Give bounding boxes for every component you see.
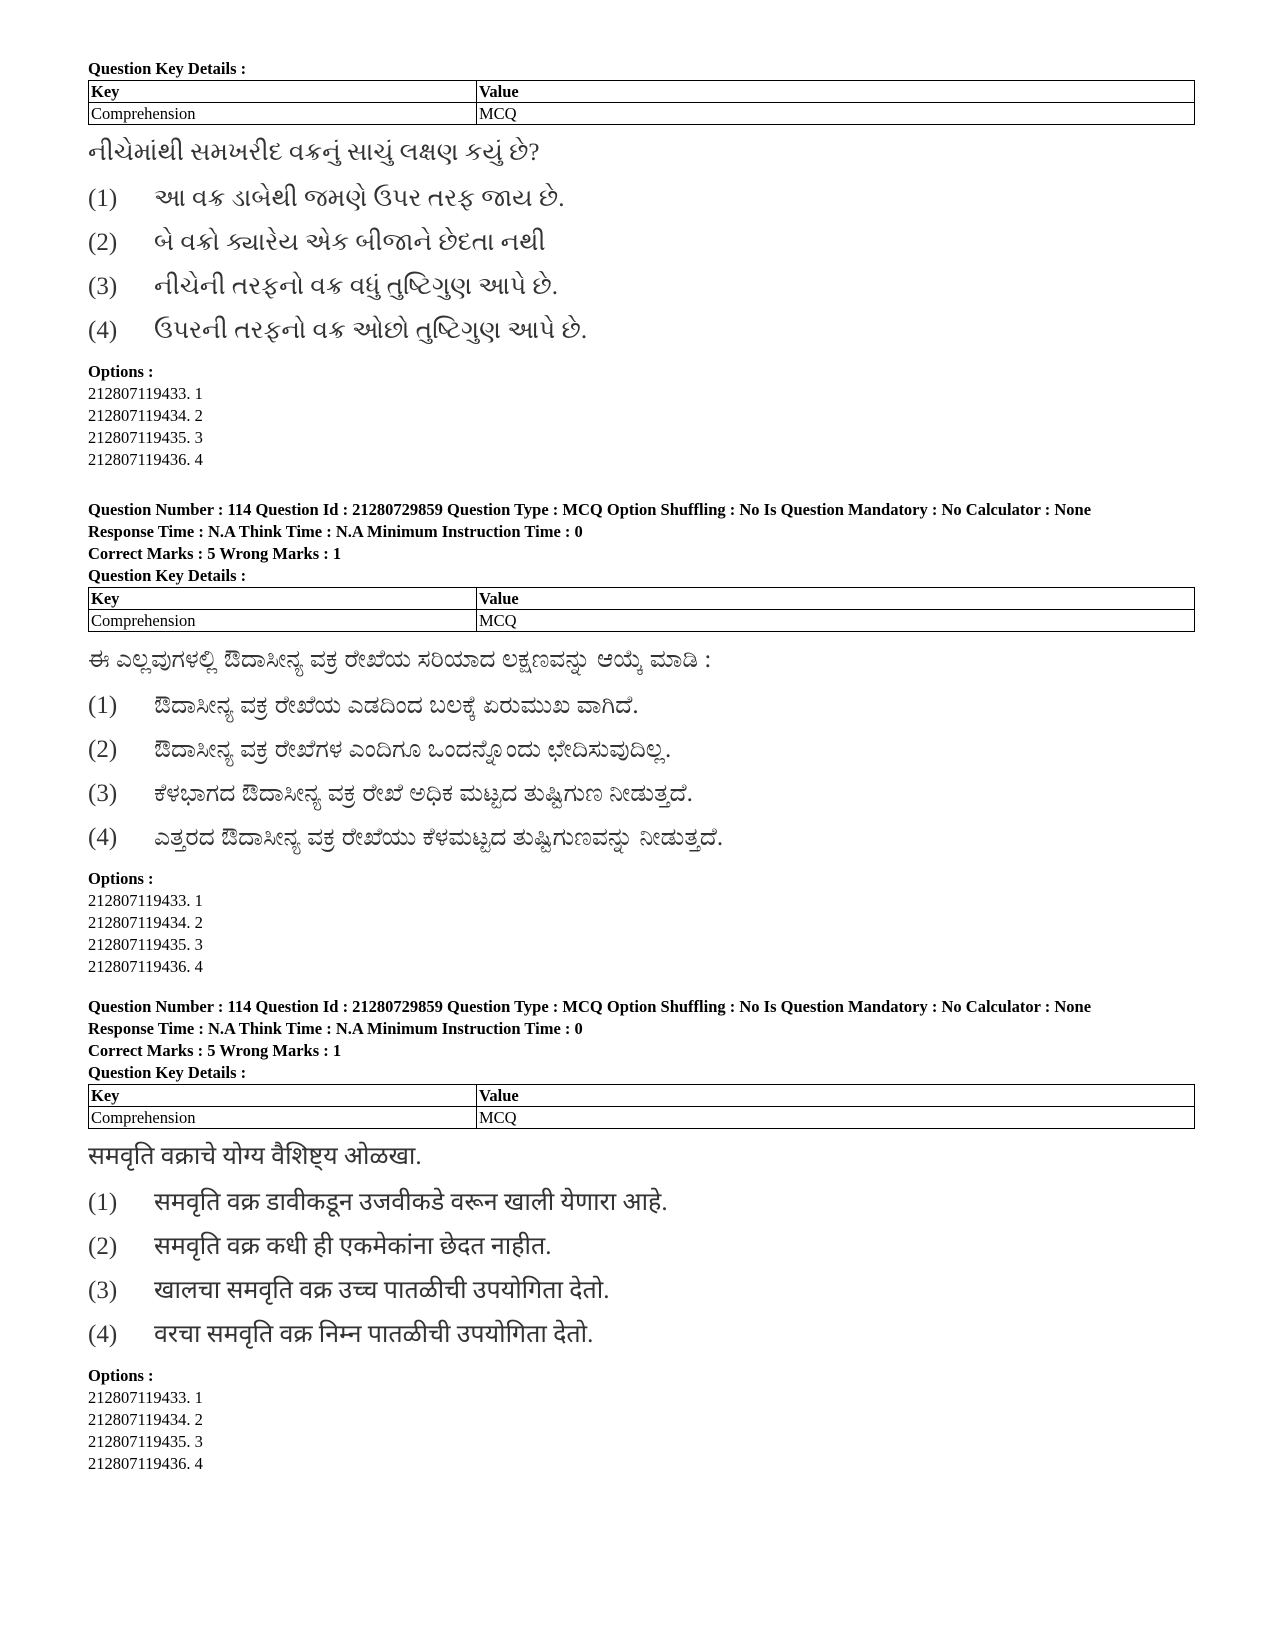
- question-meta-line: Response Time : N.A Think Time : N.A Minimum Instruction Time : 0: [88, 1019, 583, 1038]
- option-text: समवृति वक्र कधी ही एकमेकांना छेदत नाहीत.: [154, 1233, 552, 1260]
- question-image-gujarati: [88, 131, 1198, 353]
- table-cell-key: Comprehension: [89, 1107, 477, 1129]
- option-id: 212807119433. 1: [88, 1388, 203, 1407]
- option-number: (3): [88, 1277, 118, 1304]
- table-header-key: Key: [89, 81, 477, 103]
- question-marks-line: Correct Marks : 5 Wrong Marks : 1: [88, 544, 342, 563]
- table-cell-key: Comprehension: [89, 103, 477, 125]
- option-number: (4): [88, 1321, 118, 1348]
- question-stem: समवृति वक्राचे योग्य वैशिष्ट्य ओळखा.: [88, 1143, 422, 1170]
- option-number: (2): [88, 1233, 118, 1260]
- option-id: 212807119435. 3: [88, 935, 203, 954]
- question-option: [88, 684, 1198, 728]
- question-option: [88, 1313, 1198, 1357]
- option-id: 212807119435. 3: [88, 1432, 203, 1451]
- table-header-value: Value: [477, 81, 1195, 103]
- option-text: ಔದಾಸೀನ್ಯ ವಕ್ರ ರೇಖೆಯ ಎಡದಿಂದ ಬಲಕ್ಕೆ ಏರುಮುಖ ವಾಗಿದೆ.: [154, 692, 639, 719]
- option-text: वरचा समवृति वक्र निम्न पातळीची उपयोगिता देतो.: [154, 1321, 594, 1348]
- options-label: Options :: [88, 362, 154, 381]
- question-option: [88, 772, 1198, 816]
- table-header-value: Value: [477, 588, 1195, 610]
- question-option: [88, 309, 1198, 353]
- question-option: [88, 1181, 1198, 1225]
- question-option: [88, 728, 1198, 772]
- key-details-label: Question Key Details :: [88, 566, 247, 585]
- option-number: (4): [88, 317, 118, 344]
- table-header-value: Value: [477, 1085, 1195, 1107]
- question-stem: નીચેમાંથી સમખરીદ વક્રનું સાચું લક્ષણ કયું છે?: [88, 139, 540, 166]
- table-row: [89, 103, 1195, 125]
- option-id: 212807119434. 2: [88, 1410, 203, 1429]
- table-header-key: Key: [89, 1085, 477, 1107]
- question-meta-line: Question Number : 114 Question Id : 21280729859 Question Type : MCQ Option Shuffling : No Is Question Mandatory : No Calculator : None: [88, 997, 1092, 1016]
- option-text: खालचा समवृति वक्र उच्च पातळीची उपयोगिता देतो.: [154, 1277, 610, 1304]
- option-text: समवृति वक्र डावीकडून उजवीकडे वरून खाली येणारा आहे.: [154, 1189, 668, 1216]
- table-header-row: [89, 588, 1195, 610]
- question-option: [88, 177, 1198, 221]
- options-list: [88, 361, 1198, 471]
- table-cell-value: MCQ: [477, 610, 1195, 632]
- key-details-label: Question Key Details :: [88, 59, 247, 78]
- question-section-1: [88, 58, 1198, 471]
- option-id: 212807119436. 4: [88, 957, 203, 976]
- option-text: ಕೆಳಭಾಗದ ಔದಾಸೀನ್ಯ ವಕ್ರ ರೇಖೆ ಅಧಿಕ ಮಟ್ಟದ ತುಷ್ಟಿಗುಣ ನೀಡುತ್ತದೆ.: [154, 780, 693, 807]
- question-option: [88, 265, 1198, 309]
- option-text: ಔದಾಸೀನ್ಯ ವಕ್ರ ರೇಖೆಗಳ ಎಂದಿಗೂ ಒಂದನ್ನೊಂದು ಛೇದಿಸುವುದಿಲ್ಲ.: [154, 736, 672, 763]
- option-id: 212807119436. 4: [88, 1454, 203, 1473]
- option-number: (4): [88, 824, 118, 851]
- option-text: ઉપરની તરફનો વક્ર ઓછો તુષ્ટિગુણ આપે છે.: [154, 317, 588, 344]
- option-text: આ વક્ર ડાબેથી જમણે ઉપર તરફ જાય છે.: [154, 185, 565, 212]
- table-header-key: Key: [89, 588, 477, 610]
- question-image-marathi: [88, 1135, 1198, 1357]
- question-key-table: [88, 80, 1195, 125]
- option-id: 212807119436. 4: [88, 450, 203, 469]
- option-id: 212807119434. 2: [88, 913, 203, 932]
- option-text: નીચેની તરફનો વક્ર વધું તુષ્ટિગુણ આપે છે.: [154, 273, 559, 300]
- options-label: Options :: [88, 869, 154, 888]
- options-list: [88, 868, 1198, 978]
- table-row: [89, 1107, 1195, 1129]
- table-row: [89, 610, 1195, 632]
- question-section-2: [88, 499, 1198, 978]
- option-text: ಎತ್ತರದ ಔದಾಸೀನ್ಯ ವಕ್ರ ರೇಖೆಯು ಕೆಳಮಟ್ಟದ ತುಷ್ಟಿಗುಣವನ್ನು ನೀಡುತ್ತದೆ.: [154, 824, 724, 851]
- table-header-row: [89, 1085, 1195, 1107]
- key-details-label: Question Key Details :: [88, 1063, 247, 1082]
- option-number: (2): [88, 736, 118, 763]
- table-header-row: [89, 81, 1195, 103]
- table-cell-key: Comprehension: [89, 610, 477, 632]
- option-number: (1): [88, 1189, 118, 1216]
- option-id: 212807119433. 1: [88, 384, 203, 403]
- question-meta-line: Response Time : N.A Think Time : N.A Minimum Instruction Time : 0: [88, 522, 583, 541]
- question-image-kannada: [88, 638, 1198, 860]
- option-number: (1): [88, 692, 118, 719]
- question-key-table: [88, 1084, 1195, 1129]
- question-key-table: [88, 587, 1195, 632]
- question-meta-line: Question Number : 114 Question Id : 21280729859 Question Type : MCQ Option Shuffling : No Is Question Mandatory : No Calculator : None: [88, 500, 1092, 519]
- options-label: Options :: [88, 1366, 154, 1385]
- question-marks-line: Correct Marks : 5 Wrong Marks : 1: [88, 1041, 342, 1060]
- option-id: 212807119433. 1: [88, 891, 203, 910]
- table-cell-value: MCQ: [477, 1107, 1195, 1129]
- question-option: [88, 1269, 1198, 1313]
- options-list: [88, 1365, 1198, 1475]
- table-cell-value: MCQ: [477, 103, 1195, 125]
- option-id: 212807119435. 3: [88, 428, 203, 447]
- question-section-3: [88, 996, 1198, 1475]
- option-number: (3): [88, 273, 118, 300]
- option-text: બે વક્રો ક્યારેય એક બીજાને છેદતા નથી: [154, 229, 546, 256]
- option-id: 212807119434. 2: [88, 406, 203, 425]
- option-number: (2): [88, 229, 118, 256]
- question-option: [88, 816, 1198, 860]
- question-option: [88, 1225, 1198, 1269]
- option-number: (3): [88, 780, 118, 807]
- question-option: [88, 221, 1198, 265]
- option-number: (1): [88, 185, 118, 212]
- question-stem: ಈ ಎಲ್ಲವುಗಳಲ್ಲಿ ಔದಾಸೀನ್ಯ ವಕ್ರ ರೇಖೆಯ ಸರಿಯಾದ ಲಕ್ಷಣವನ್ನು ಆಯ್ಕೆ ಮಾಡಿ :: [88, 646, 712, 673]
